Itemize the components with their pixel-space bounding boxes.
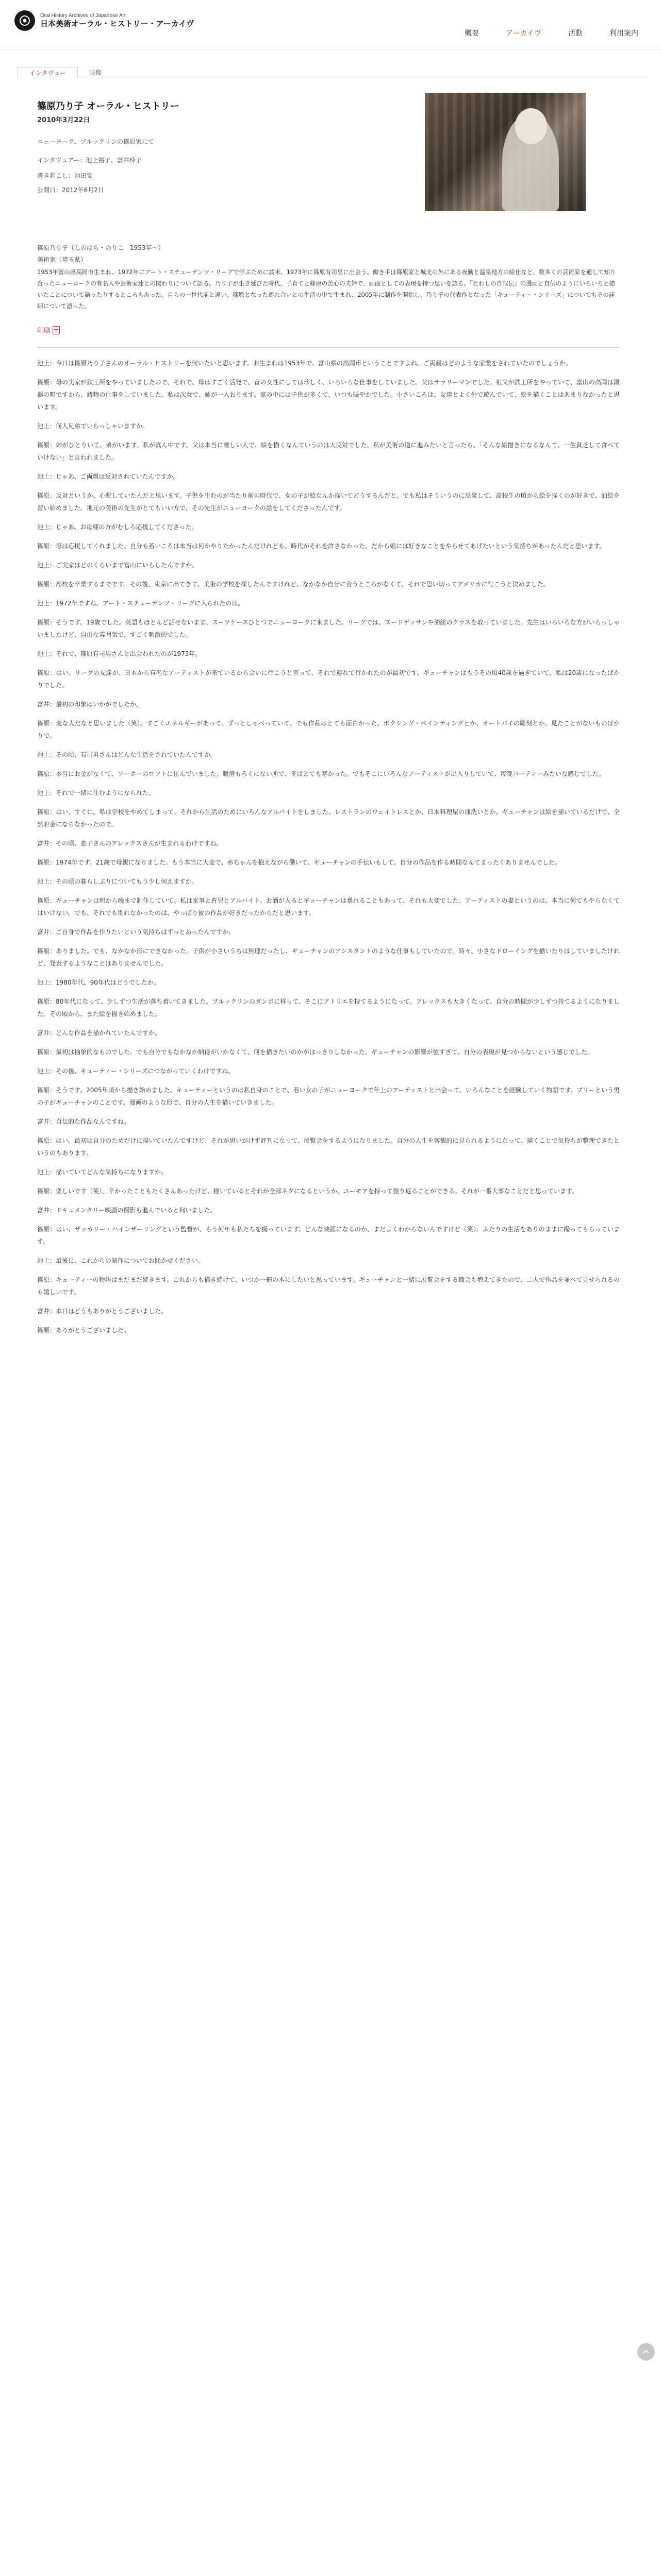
speech-text: キューティーの物語はまだまだ続きます。これからも描き続けて、いつか一冊の本にしたいと思っています。ギューチャンと一緒に展覧会をする機会も増えてきたので、二人で作品を並べて見せられるのも嬉しいです。 [37,1276,620,1296]
transcript-paragraph [37,1027,620,1039]
speaker-separator: ： [49,1137,56,1145]
transcript-paragraph [37,1166,620,1178]
speech-text: ありました。でも、なかなか形にできなかった。子供が小さいうちは無理だったし、ギューチャンのアシスタントのような仕事もしていたので。時々、小さなドローイングを描いたりはしていましたけれど、発表するようなことはありませんでした。 [37,947,620,968]
speaker-name: 富井 [37,840,50,848]
interview-transcriber: 書き起こし：池田安 [37,172,93,179]
speaker-name: 篠原 [37,379,50,386]
artist-photo [425,93,586,211]
speaker-name: 篠原 [37,669,50,677]
speech-text: 最初の印象はいかがでしたか。 [56,701,143,708]
speaker-separator: ： [49,650,56,658]
nav-item-activities[interactable]: 活動 [568,29,583,38]
speaker-name: 池上 [37,878,50,886]
bio-text: 1953年富山県高岡市生まれ。1972年にアート・スチューデンツ・リーグで学ぶために渡米、1973年に篠原有司男に出会う。働き手は篠原家と城北の外にある夜勤と温泉地方の給仕など、数多くの芸術家を通して知り合ったニューヨークの有名人や芸術家達との関わりについて語る。乃り子が生き延びた時代、子育てと篠原の苦心の夫婦で、画面としての表現を持つ思いを語る。『たわしの自叙伝』の漫画と自伝のようにいろいろと描いたことについて語ったりするところもあった。自らの一世代前と違い、篠原となった連れ合いとの生活の中で生まれ、2005年に制作を開始し、乃り子の代表作となった「キューティー・シリーズ」についてもその詳細について語った。 [37,268,616,310]
interview-published-date: 公開日：2012年6月2日 [37,187,104,194]
transcript-paragraph [37,926,620,938]
transcript-paragraph [37,559,620,571]
transcript-paragraph [37,616,620,641]
bio-origin: 美術家（埼玉県） [37,256,87,263]
speaker-separator: ： [49,1276,56,1284]
speaker-name: 篠原 [37,1087,50,1094]
transcript-paragraph [37,1084,620,1109]
speaker-name: 池上 [37,789,50,797]
speaker-separator: ： [49,998,56,1006]
speech-text: 楽しいです（笑）。辛かったこともたくさんあったけど、描いているとそれが全部ネタになるというか。ユーモアを持って振り返ることができる。それが一番大事なことだと思っています。 [56,1188,578,1195]
transcript-paragraph [37,1115,620,1128]
speaker-name: 篠原 [37,947,50,955]
transcript-paragraph [37,1274,620,1298]
speaker-name: 篠原 [37,1048,50,1056]
speaker-separator: ： [49,360,56,367]
speaker-separator: ： [49,878,56,886]
speaker-separator: ： [49,751,56,759]
speech-text: はい、すぐに。私は学校をやめてしまって、それから生活のためにいろんなアルバイトをしました。レストランのウェイトレスとか、日本料理屋の皿洗いとか。ギューチャンは絵を描いているだけで、全然お金にならなかったので。 [37,808,620,828]
speaker-name: 篠原 [37,859,50,867]
artist-bio [37,243,620,335]
speaker-separator: ： [49,1257,56,1265]
speech-text: ご自身で作品を作りたいという気持ちはずっとあったんですか。 [56,928,235,936]
speaker-name: 篠原 [37,581,50,588]
speech-text: ありがとうございました。 [56,1327,130,1334]
speech-text: 本日はどうもありがとうございました。 [56,1308,168,1315]
speech-text: 1972年ですね。アート・スチューデンツ・リーグに入られたのは。 [56,600,244,607]
speech-text: 高校を卒業するまでです。その後、東京に出てきて、美術の学校を探したんですけれど、なかなか自分に合うところがなくて、それで思い切ってアメリカに行こうと決めました。 [56,581,550,588]
speaker-name: 篠原 [37,720,50,727]
speaker-separator: ： [49,1048,56,1056]
speaker-name: 池上 [37,650,50,658]
speaker-name: 富井 [37,1207,50,1214]
site-header [0,0,662,49]
speech-text: その頃、有司男さんはどんな生活をされていたんですか。 [56,751,217,759]
speech-text: そうです。19歳でした。英語もほとんど話せないまま、スーツケースひとつでニューヨークに来ました。リーグでは、ヌードデッサンや油絵のクラスを取っていました。先生はいろいろな方がいらっしゃいましたけど、自由な雰囲気で、すごく刺激的でした。 [37,619,620,639]
transcript-paragraph [37,856,620,869]
speaker-name: 篠原 [37,543,50,550]
speaker-separator: ： [49,1327,56,1334]
speaker-name: 富井 [37,1118,50,1126]
transcript-paragraph [37,470,620,483]
print-link[interactable] [37,325,620,335]
speaker-separator: ： [49,543,56,550]
transcript-paragraph [37,1255,620,1267]
speech-text: 1974年です。21歳で母親になりました。もう本当に大変で、赤ちゃんを抱えながら働いて、ギューチャンの手伝いもして。自分の作品を作る時間なんてまったくありませんでした。 [56,859,561,867]
speech-text: はい。最初は自分のためだけに描いていたんですけど、それが思いがけず評判になって、展覧会をするようになりました。自分の人生を客観的に見られるようになって、描くことで気持ちが整理できたというのもあります。 [37,1137,620,1157]
transcript-paragraph [37,1223,620,1248]
speech-text: 最後に、これからの制作についてお聞かせください。 [56,1257,204,1265]
interview-date: 2010年3月22日 [37,116,90,124]
speech-text: 何人兄弟でいらっしゃいますか。 [56,422,149,430]
speaker-separator: ： [49,770,56,778]
transcript-paragraph [37,837,620,850]
transcript-paragraph [37,1134,620,1159]
speaker-name: 池上 [37,979,50,987]
speaker-separator: ： [49,840,56,848]
speaker-name: 篠原 [37,1327,50,1334]
speaker-separator: ： [49,1308,56,1315]
transcript-paragraph [37,597,620,609]
speech-text: それで一緒に住むようになられた。 [56,789,155,797]
transcript-paragraph [37,945,620,970]
speaker-name: 富井 [37,928,50,936]
interview-place: ニューヨーク、ブルックリンの篠原家にて [37,138,155,145]
nav-item-archive[interactable]: アーカイヴ [506,29,541,38]
transcript-paragraph [37,894,620,919]
speaker-name: 池上 [37,360,50,367]
speaker-separator: ： [49,473,56,481]
divider [37,347,620,348]
speech-text: 今日は篠原乃り子さんのオーラル・ヒストリーを伺いたいと思います。お生まれは1953年で、富山県の高岡市ということですよね。ご両親はどのような家業をされていたのでしょうか。 [56,360,572,367]
speaker-name: 富井 [37,701,50,708]
tab-interview[interactable]: インタヴュー [18,67,78,78]
speech-text: 変な人だなと思いました（笑）。すごくエネルギーがあって、ずっとしゃべっていて、でも作品はとても面白かった。ボクシング・ペインティングとか、オートバイの彫刻とか、見たことがないものばかりで。 [37,720,620,740]
speech-text: その頃、息子さんのアレックスさんが生まれるわけですね。 [56,840,223,848]
speech-text: 最初は抽象的なものでした。でも自分でもなかなか納得がいかなくて、何を描きたいのかがはっきりしなかった。ギューチャンの影響が強すぎて、自分の表現が見つからないという感じでした。 [56,1048,594,1056]
site-logo[interactable] [14,10,194,31]
speaker-separator: ： [49,562,56,569]
transcript-paragraph [37,489,620,514]
speaker-separator: ： [49,442,56,449]
speech-text: 自伝的な作品なんですね。 [56,1118,130,1126]
speaker-separator: ： [49,669,56,677]
speaker-name: 篠原 [37,442,50,449]
speaker-separator: ： [49,808,56,816]
interview-header [18,78,644,243]
speech-text: 80年代になって、少しずつ生活が落ち着いてきました。ブルックリンのダンボに移って、そこにアトリエを持てるようになって。アレックスも大きくなって、自分の時間が少しずつ持てるようになりました。その頃から、また絵を描き始めました。 [37,998,620,1018]
speaker-name: 富井 [37,1029,50,1037]
transcript-paragraph [37,768,620,780]
speech-text: じゃあ、お母様の方がむしろ応援してくださった。 [56,523,198,531]
speaker-separator: ： [49,379,56,386]
speaker-name: 篠原 [37,770,50,778]
speaker-name: 池上 [37,751,50,759]
speaker-separator: ： [49,1118,56,1126]
speech-text: どんな作品を描かれていたんですか。 [56,1029,161,1037]
bio-name: 篠原乃り子（しのはら・のりこ 1953年〜） [37,244,164,251]
print-label: 印刷 [37,327,51,335]
speaker-separator: ： [49,720,56,727]
transcript-paragraph [37,521,620,533]
speech-text: はい。リーグの友達が、日本から有名なアーティストが来ているから会いに行こうと言って、それで連れて行かれたのが最初です。ギューチャンはもうその頃40歳を過ぎていて、私は20歳になったばかりでした。 [37,669,620,689]
transcript-paragraph [37,439,620,464]
speaker-separator: ： [49,928,56,936]
logo-mark-icon [14,10,35,31]
transcript-paragraph [37,1204,620,1216]
speaker-separator: ： [49,1087,56,1094]
speaker-name: 篠原 [37,492,50,500]
transcript-paragraph [37,976,620,989]
speaker-name: 池上 [37,1067,50,1075]
speaker-name: 池上 [37,1257,50,1265]
speaker-name: 池上 [37,1168,50,1176]
speaker-name: 篠原 [37,897,50,905]
speaker-separator: ： [49,619,56,626]
speaker-separator: ： [49,1168,56,1176]
speech-text: それで、篠原有司男さんと出会われたのが1973年。 [56,650,202,658]
transcript-paragraph [37,806,620,831]
speaker-name: 池上 [37,600,50,607]
document-icon [53,326,60,334]
speaker-name: 池上 [37,473,50,481]
transcript-paragraph [37,648,620,660]
transcript-paragraph [37,578,620,590]
speech-text: 母は応援してくれました。自分も若いころは本当は何かやりたかったんだけれども、時代がそれを許さなかった。だから娘には好きなことをやらせてあげたいという気持ちがあったんだと思います。 [56,543,606,550]
speaker-name: 池上 [37,523,50,531]
logo-japanese: 日本美術オーラル・ヒストリー・アーカイヴ [40,19,194,28]
speaker-separator: ： [49,701,56,708]
speaker-name: 篠原 [37,619,50,626]
nav-item-overview[interactable]: 概要 [465,29,479,38]
speaker-name: 篠原 [37,1188,50,1195]
transcript-paragraph [37,1185,620,1197]
speaker-name: 篠原 [37,808,50,816]
speaker-separator: ： [49,1207,56,1214]
transcript-paragraph [37,698,620,710]
speech-text: じゃあ、ご両親は反対されていたんですか。 [56,473,179,481]
speaker-separator: ： [49,947,56,955]
transcript-paragraph [37,376,620,413]
transcript-paragraph [37,995,620,1020]
transcript-paragraph [37,357,620,369]
chevron-up-icon [642,2348,650,2356]
speech-text: 反対というか、心配していたんだと思います。子供を生むのが当たり前の時代で、女の子が絵なんか描いてどうするんだと。でも私はそういうのに反発して、高校生の頃から絵を描くのが好きで、油絵を習い始めました。地元の美術の先生がとてもいい方で、その先生がニューヨークの話をしてくださったんです。 [37,492,620,512]
speech-text: ギューチャンは朝から晩まで制作していて、私は家事と育児とアルバイト。お酒が入るとギューチャンは暴れることもあって、それも大変でした。アーティストの妻というのは、本当に何でもやらなくてはいけない。でも、それでも別れなかったのは、やっぱり彼の作品が好きだったからだと思います。 [37,897,620,917]
speech-text: 母の実家が鉄工所をやっていましたので、それで、母はすごく活発で、昔の女性にしては珍しく、いろいろな仕事をしていました。父はサラリーマンでした。祖父が鉄工所をやっていて、富山の高岡は銅器の町ですから、鋳物の仕事をしていました。私は次女で、姉が一人おります。家の中には子供が多くて、いつも賑やかでした。小さいころは、友達とよく外で遊んでいて、絵を描くことはあまりなかったと思います。 [37,379,620,411]
speech-text: その後、キューティー・シリーズにつながっていくわけですね。 [56,1067,235,1075]
speaker-name: 池上 [37,562,50,569]
speaker-separator: ： [49,492,56,500]
interview-interviewers: インタヴュアー：池上裕子、富井玲子 [37,157,142,164]
speaker-name: 篠原 [37,998,50,1006]
speech-text: 姉がひとりいて、弟がいます。私が真ん中です。父は本当に厳しい人で、絵を描くなんていうのは大反対でした。私が美術の道に進みたいと言ったら、「そんな絵描きになるなんて、一生貧乏して食べていけない」と言われました。 [37,442,620,462]
nav-item-guide[interactable]: 利用案内 [609,29,638,38]
logo-english: Oral History Archives of Japanese Art [40,13,126,19]
speech-text: 本当にお金がなくて、ソーホーのロフトに住んでいました。暖房もろくにない所で、冬はとても寒かった。でもそこにいろんなアーティストが出入りしていて、毎晩パーティーみたいな感じでした。 [56,770,605,778]
logo-text [40,13,194,28]
content-tabs [18,67,644,78]
speaker-separator: ： [49,1226,56,1233]
main-nav [465,28,638,38]
speaker-name: 篠原 [37,1137,50,1145]
tab-video[interactable]: 映像 [89,69,102,76]
speech-text: 描いていてどんな気持ちになりますか。 [56,1168,168,1176]
speaker-name: 篠原 [37,1226,50,1233]
speaker-name: 篠原 [37,1276,50,1284]
speech-text: その頃の暮らしぶりについてもう少し伺えますか。 [56,878,198,886]
transcript-paragraph [37,1065,620,1077]
speaker-separator: ： [49,1188,56,1195]
back-to-top-button[interactable] [637,2343,655,2361]
speaker-separator: ： [49,859,56,867]
speaker-name: 池上 [37,422,50,430]
speech-text: はい、ザッカリー・ハインザーリングという監督が、もう何年も私たちを撮っています。どんな映画になるのか、まだよくわからないんですけど（笑）。ふたりの生活をありのままに撮ってもらっています。 [37,1226,620,1246]
transcript-paragraph [37,1324,620,1336]
speaker-separator: ： [49,600,56,607]
interview-title: 篠原乃り子 オーラル・ヒストリー [37,101,179,112]
speaker-separator: ： [49,1029,56,1037]
transcript [37,357,620,1336]
transcript-paragraph [37,667,620,691]
transcript-paragraph [37,787,620,799]
speech-text: ドキュメンタリー映画の撮影も進んでいると伺いました。 [56,1207,217,1214]
speaker-separator: ： [49,979,56,987]
speaker-name: 富井 [37,1308,50,1315]
speaker-separator: ： [49,897,56,905]
transcript-paragraph [37,717,620,742]
transcript-paragraph [37,749,620,761]
transcript-paragraph [37,420,620,432]
transcript-paragraph [37,875,620,888]
speech-text: 1980年代、90年代はどうでしたか。 [56,979,160,987]
speaker-separator: ： [49,789,56,797]
speech-text: ご実家はどのくらいまで富山にいらしたんですか。 [56,562,198,569]
speaker-separator: ： [49,1067,56,1075]
speaker-separator: ： [49,422,56,430]
transcript-paragraph [37,1046,620,1058]
speaker-separator: ： [49,581,56,588]
transcript-paragraph [37,540,620,552]
speech-text: そうです。2005年頃から描き始めました。キューティーというのは私自身のことで、若い女の子がニューヨークで年上のアーティストと出会って、いろんなことを経験していく物語です。ブリーという男の子がギューチャンのことです。漫画のような形で、自分の人生を描いていきました。 [37,1087,620,1107]
transcript-paragraph [37,1305,620,1317]
speaker-separator: ： [49,523,56,531]
